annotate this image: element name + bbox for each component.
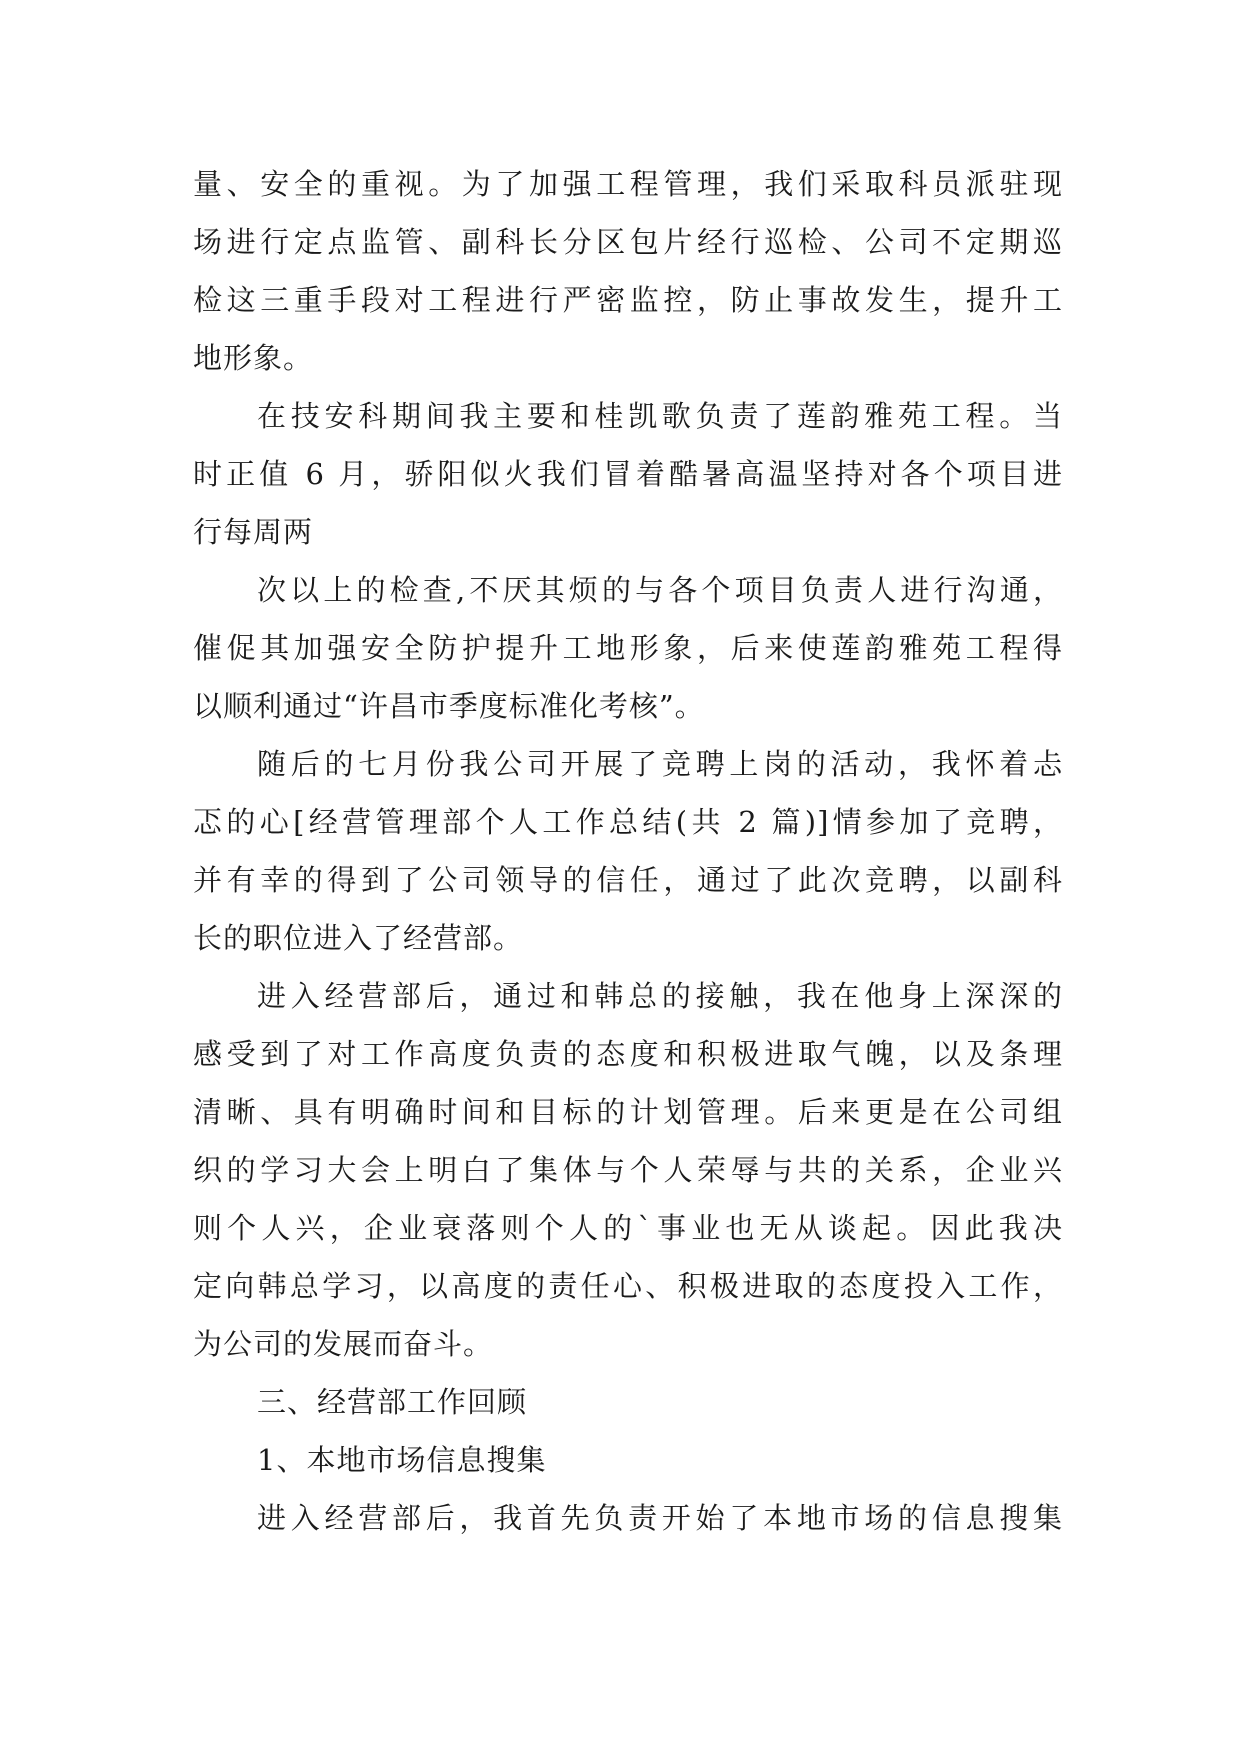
document-body [193,155,1063,1547]
text-line: 地形象。 [193,341,314,375]
paragraph-first-line: 在技安科期间我主要和桂凯歌负责了莲韵雅苑工程。当 [257,399,1063,433]
text-line: 则个人兴，企业衰落则个人的`事业也无从谈起。因此我决 [193,1211,1063,1245]
text-line: 定向韩总学习，以高度的责任心、积极进取的态度投入工作， [193,1269,1063,1303]
text-line: 量、安全的重视。为了加强工程管理，我们采取科员派驻现 [193,167,1063,201]
text-line: 时正值 6 月，骄阳似火我们冒着酷暑高温坚持对各个项目进 [193,457,1063,491]
paragraph-first-line: 进入经营部后，我首先负责开始了本地市场的信息搜集 [257,1501,1063,1535]
subsection-heading: 1、本地市场信息搜集 [257,1443,547,1477]
text-line: 并有幸的得到了公司领导的信任，通过了此次竞聘，以副科 [193,863,1063,897]
section-heading: 三、经营部工作回顾 [257,1385,528,1419]
text-line: 行每周两 [193,515,314,549]
paragraph-first-line: 随后的七月份我公司开展了竞聘上岗的活动，我怀着忐 [257,747,1063,781]
text-line: 织的学习大会上明白了集体与个人荣辱与共的关系，企业兴 [193,1153,1063,1187]
text-line: 以顺利通过“许昌市季度标准化考核”。 [193,689,705,723]
text-line: 检这三重手段对工程进行严密监控，防止事故发生，提升工 [193,283,1063,317]
text-line: 清晰、具有明确时间和目标的计划管理。后来更是在公司组 [193,1095,1063,1129]
text-line: 催促其加强安全防护提升工地形象，后来使莲韵雅苑工程得 [193,631,1063,665]
text-line: 场进行定点监管、副科长分区包片经行巡检、公司不定期巡 [193,225,1063,259]
text-line: 长的职位进入了经营部。 [193,921,524,955]
text-line: 感受到了对工作高度负责的态度和积极进取气魄，以及条理 [193,1037,1063,1071]
paragraph-first-line: 次以上的检查,不厌其烦的与各个项目负责人进行沟通， [257,573,1063,607]
paragraph-first-line: 进入经营部后，通过和韩总的接触，我在他身上深深的 [257,979,1063,1013]
text-line: 忑的心[经营管理部个人工作总结(共 2 篇)]情参加了竞聘， [193,805,1063,839]
text-line: 为公司的发展而奋斗。 [193,1327,494,1361]
